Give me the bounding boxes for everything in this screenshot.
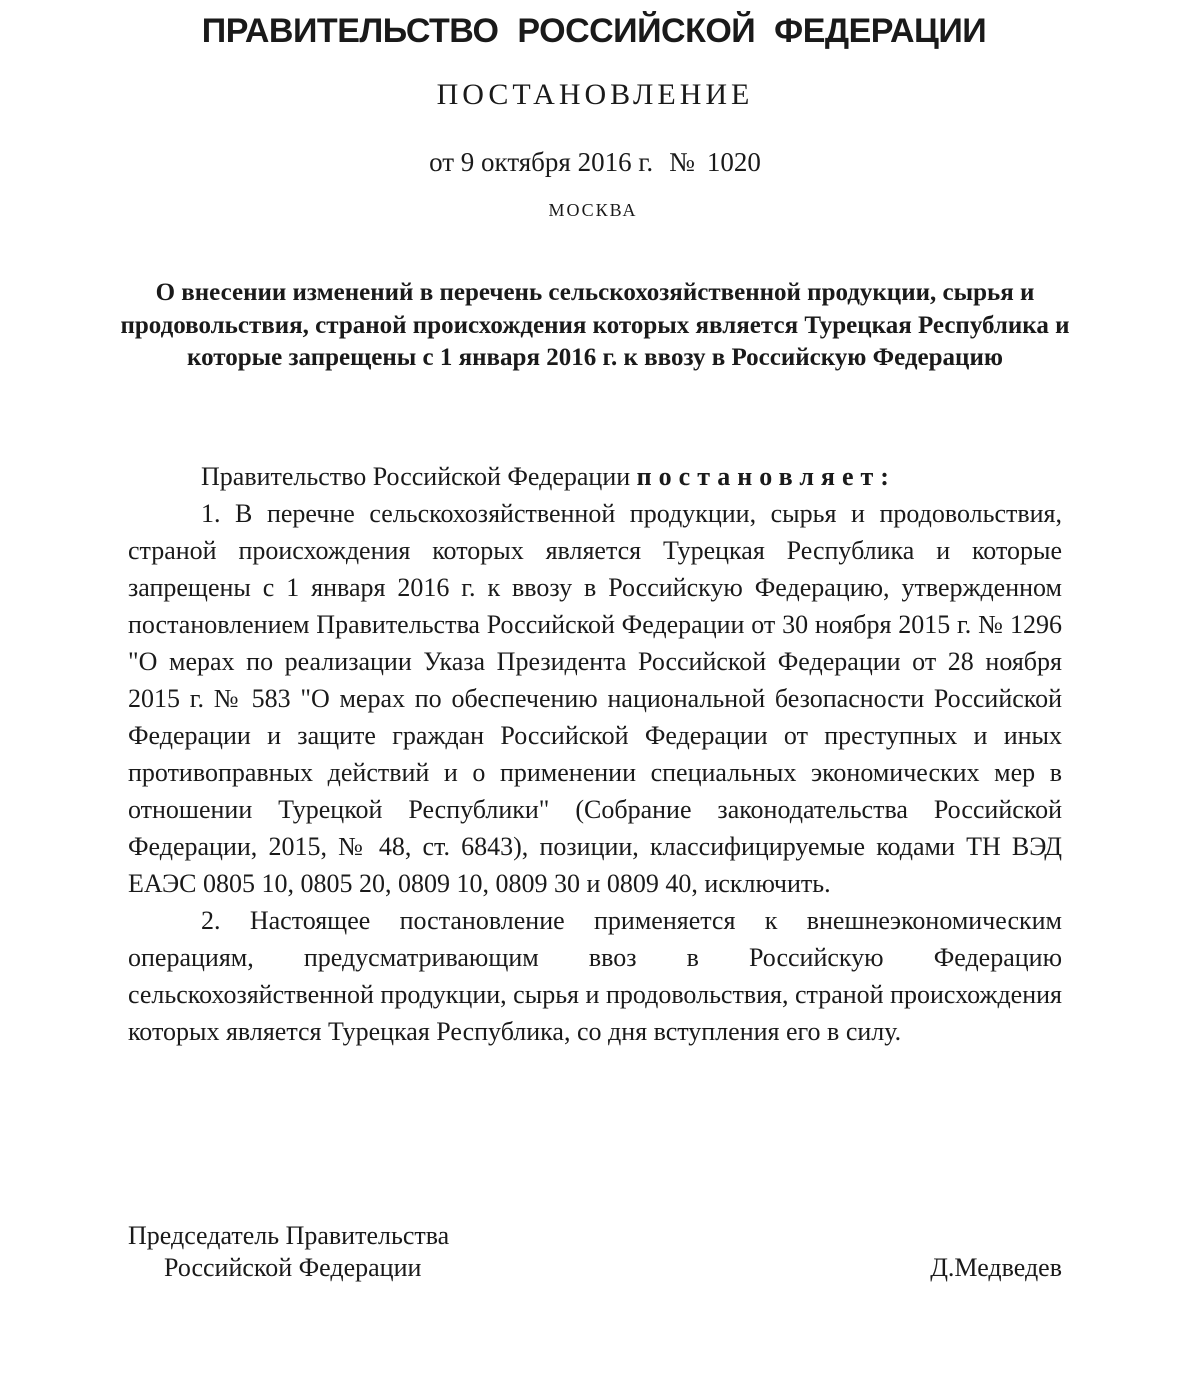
preamble-lead: Правительство Российской Федерации (201, 462, 631, 491)
number-sign: № (669, 147, 695, 177)
decree-title: О внесении изменений в перечень сельскохозяйственной продукции, сырья и продовольствия, страной происхождения которых является Турецкая Республика и которые запрещены с 1 января 2016 г. к ввозу в Российскую Федерацию (120, 279, 1070, 371)
signatory-name: Д.Медведев (930, 1253, 1062, 1282)
paragraph-1: 1. В перечне сельскохозяйственной продукции, сырья и продовольствия, страной происхождения которых является Турецкая Республика и которые запрещены с 1 января 2016 г. к ввозу в Российскую Федерацию, утвержденном постановлением Правительства Российской Федерации от 30 ноября 2015 г. № 1296 "О мерах по реализации Указа Президента Российской Федерации от 28 ноября 2015 г. № 583 "О мерах по обеспечению национальной безопасности Российской Федерации и защите граждан Российской Федерации от преступных и иных противоправных действий и о применении специальных экономических мер в отношении Турецкой Республики" (Собрание законодательства Российской Федерации, 2015, № 48, ст. 6843), позиции, классифицируемые кодами ТН ВЭД ЕАЭС 0805 10, 0805 20, 0809 10, 0809 30 и 0809 40, исключить. (128, 499, 1062, 898)
decree-body (128, 458, 1062, 1050)
preamble-decrees: постановляет: (636, 462, 896, 491)
decree-number: 1020 (706, 147, 761, 177)
position-line-2: Российской Федерации (164, 1253, 422, 1282)
city: МОСКВА (548, 200, 638, 220)
paragraph-2: 2. Настоящее постановление применяется к внешнеэкономическим операциям, предусматривающим ввоз в Российскую Федерацию сельскохозяйственной продукции, сырья и продовольствия, страной происхождения которых является Турецкая Республика, со дня вступления его в силу. (128, 906, 1062, 1046)
document-type: ПОСТАНОВЛЕНИЕ (436, 78, 754, 111)
preamble (128, 458, 1062, 495)
position-line-1: Председатель Правительства (128, 1221, 450, 1250)
issuer-heading: ПРАВИТЕЛЬСТВО РОССИЙСКОЙ ФЕДЕРАЦИИ (201, 12, 987, 50)
decree-date: от 9 октября 2016 г. (429, 147, 654, 177)
date-line (0, 147, 1190, 178)
signatory-position (128, 1220, 449, 1284)
